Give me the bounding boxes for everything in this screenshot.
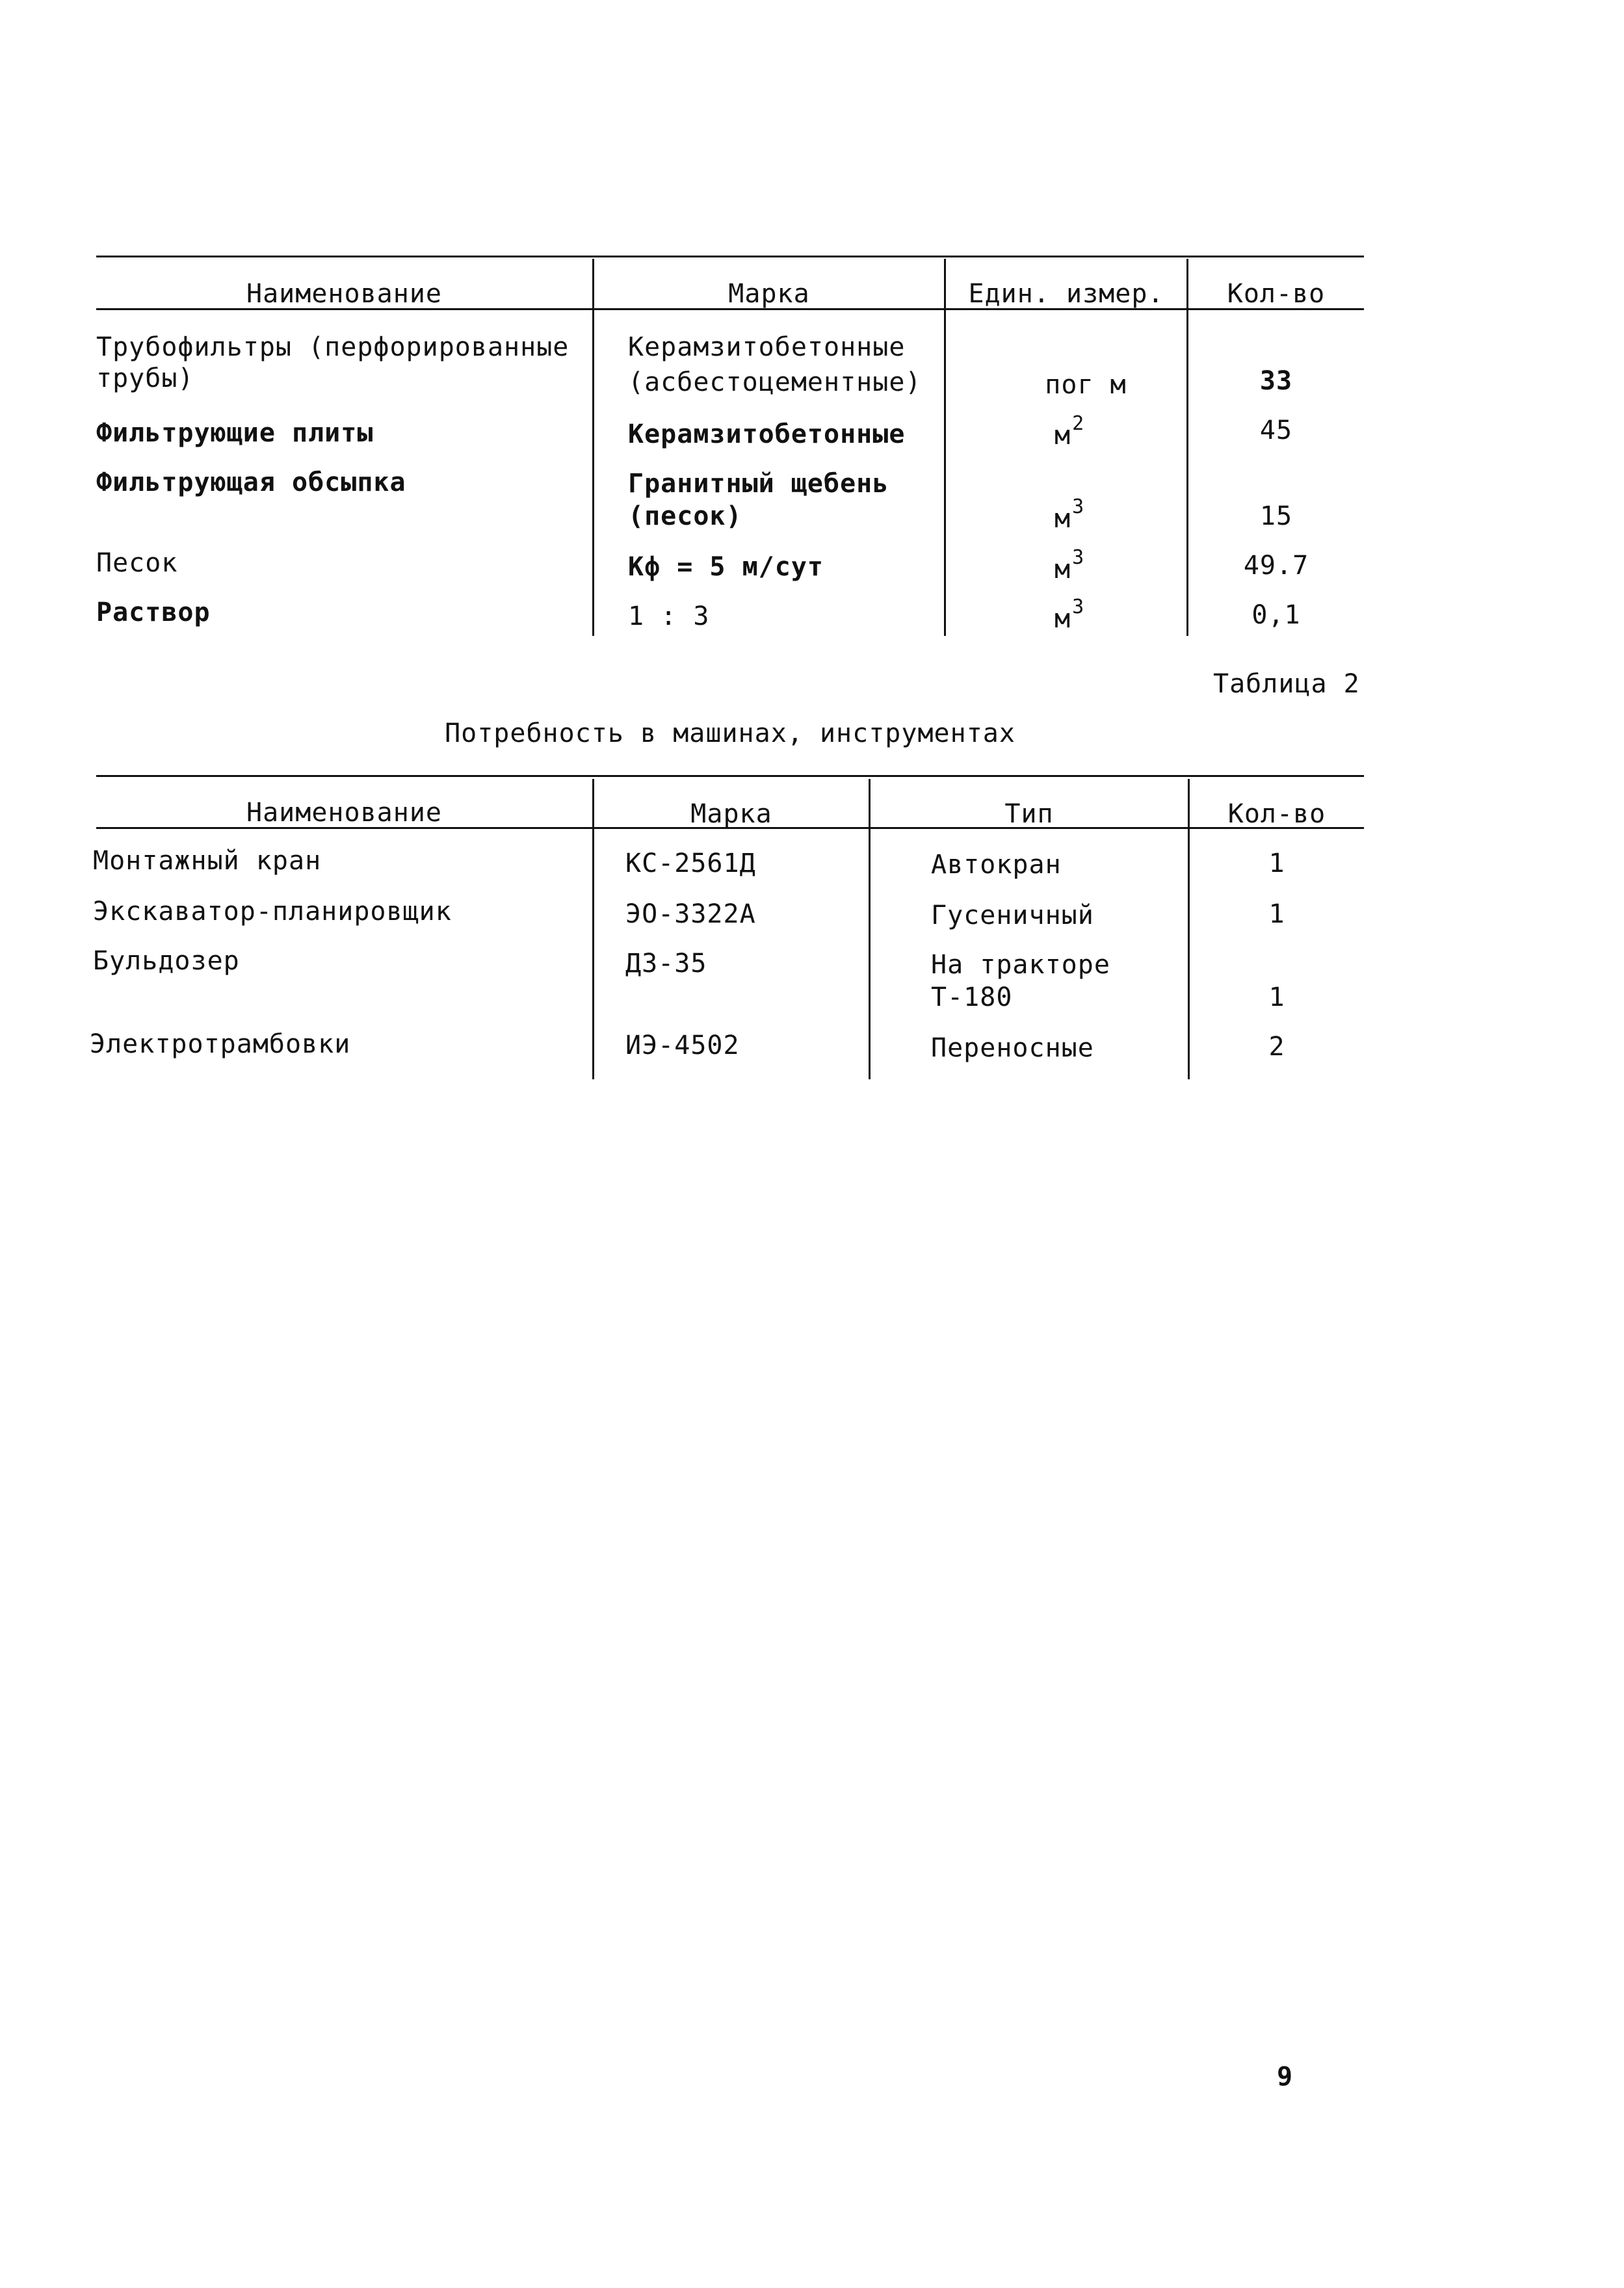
row-mark-cont: (асбестоцементные) (628, 367, 922, 397)
table2-header-name: Наименование (246, 798, 442, 828)
row-mark: Гранитный щебень (628, 469, 889, 499)
row-mark: КС-2561Д (625, 848, 756, 878)
row-type-cont: Т-180 (931, 982, 1013, 1012)
table1-top-rule (96, 256, 1364, 257)
page-number: 9 (1277, 2062, 1294, 2092)
row-qty: 45 (1259, 415, 1293, 445)
row-mark: ИЭ-4502 (625, 1031, 740, 1060)
row-name: Экскаватор-планировщик (93, 897, 452, 927)
row-unit: пог м (1045, 370, 1127, 400)
row-name: Фильтрующая обсыпка (96, 467, 406, 497)
table2-top-rule (96, 775, 1364, 777)
table1-header-mark: Марка (728, 279, 810, 309)
row-type: Переносные (931, 1033, 1094, 1063)
row-name: Трубофильтры (перфорированные (96, 332, 570, 362)
row-name: Раствор (96, 598, 211, 627)
unit-base: м (1054, 421, 1071, 451)
unit-base: м (1054, 604, 1071, 634)
row-mark: Кф = 5 м/сут (628, 552, 824, 582)
table1-col-divider-1 (592, 259, 594, 636)
row-unit (1054, 546, 1085, 588)
row-name-cont: трубы) (96, 363, 194, 393)
row-qty: 15 (1259, 501, 1293, 531)
row-qty: 0,1 (1251, 600, 1301, 630)
row-mark: ДЗ-35 (625, 949, 707, 979)
row-type: Автокран (931, 850, 1062, 880)
row-unit (1054, 596, 1085, 637)
row-type: Гусеничный (931, 901, 1094, 930)
row-mark: ЭО-3322А (625, 899, 756, 929)
table1-header-qty: Кол-во (1227, 279, 1326, 309)
row-qty: 33 (1259, 366, 1293, 396)
row-qty: 1 (1268, 982, 1285, 1012)
row-name: Монтажный кран (93, 846, 322, 876)
table2-label: Таблица 2 (1213, 669, 1360, 699)
row-name: Фильтрующие плиты (96, 418, 374, 448)
row-qty: 1 (1268, 899, 1285, 929)
unit-exponent: 3 (1072, 596, 1085, 618)
table2-header-mark: Марка (690, 799, 772, 829)
row-mark: Керамзитобетонные (628, 332, 906, 362)
unit-base: м (1054, 504, 1071, 534)
unit-exponent: 2 (1072, 412, 1085, 435)
unit-exponent: 3 (1072, 546, 1085, 569)
table1-header-unit: Един. измер. (968, 279, 1164, 309)
row-mark-cont: (песок) (628, 501, 742, 531)
row-name: Песок (96, 548, 178, 578)
table2-caption: Потребность в машинах, инструментах (445, 718, 1015, 748)
table1-header-name: Наименование (246, 279, 442, 309)
row-unit (1054, 495, 1085, 537)
table1-col-divider-2 (944, 259, 946, 636)
row-qty: 1 (1268, 848, 1285, 878)
row-unit (1054, 412, 1085, 454)
row-type: На тракторе (931, 950, 1110, 980)
table2-header-qty: Кол-во (1227, 799, 1326, 829)
unit-base: м (1054, 555, 1071, 585)
row-name: Бульдозер (93, 946, 240, 976)
row-name: Электротрамбовки (90, 1029, 351, 1059)
row-qty: 49.7 (1243, 551, 1309, 581)
row-mark: Керамзитобетонные (628, 419, 906, 449)
row-qty: 2 (1268, 1032, 1285, 1062)
unit-exponent: 3 (1072, 495, 1085, 518)
table2-header-type: Тип (1004, 799, 1054, 829)
row-mark: 1 : 3 (628, 601, 710, 631)
